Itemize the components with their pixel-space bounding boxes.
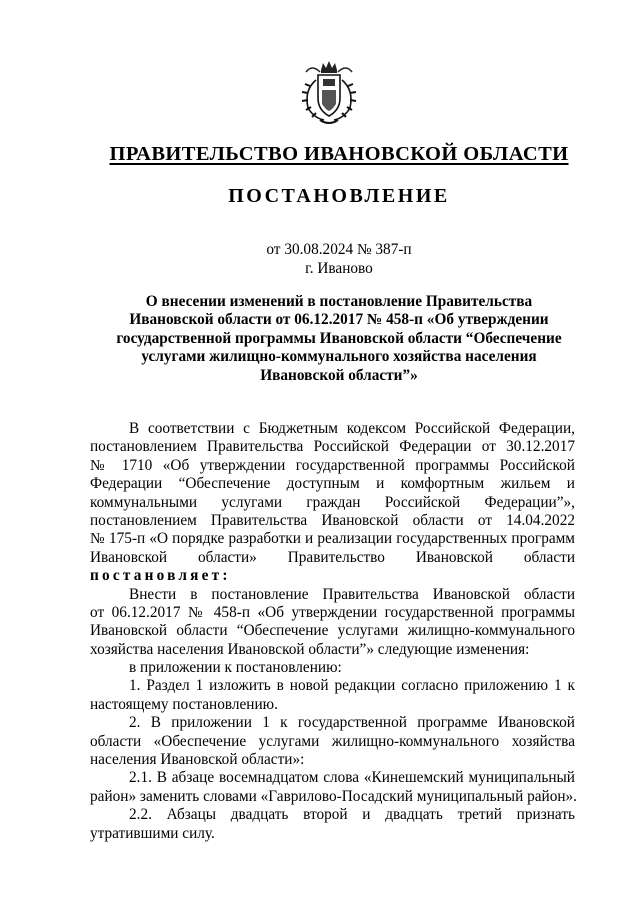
paragraph-item-2 (90, 714, 575, 769)
body-line: хозяйства населения Ивановской области”» следующие изменения: (90, 640, 530, 658)
subject-line: О внесении изменений в постановление Правительства (145, 293, 533, 310)
paragraph-item-2-2 (90, 806, 575, 843)
body-line: настоящему постановлению. (90, 695, 278, 713)
decree-word: постановляет (90, 567, 223, 585)
body-line: Внести в постановление Правительства Ивановской области (129, 585, 575, 603)
paragraph-item-2-1 (90, 769, 578, 806)
body-line: населения Ивановской области»: (90, 751, 305, 769)
body-line: Ивановской области “Обеспечение услугами жилищно-коммунального (90, 622, 575, 640)
document-date-number: от 30.08.2024 № 387-п (266, 241, 412, 258)
subject-line: Ивановской области от 06.12.2017 № 458-п «Об утверждении (129, 311, 549, 329)
document-subject (60, 293, 618, 385)
body-line: район» заменить словами «Гаврилово-Посадский муниципальный район». (90, 787, 578, 805)
coat-of-arms-icon (294, 60, 364, 126)
body-line: № 175-п «О порядке разработки и реализации государственных программ (90, 530, 575, 548)
body-line: от 06.12.2017 № 458-п «Об утверждении государственной программы (90, 603, 575, 621)
body-line: 1. Раздел 1 изложить в новой редакции согласно приложению 1 к (129, 677, 575, 695)
subject-line: услугами жилищно-коммунального хозяйства населения (141, 348, 537, 366)
body-line: 2.1. В абзаце восемнадцатом слова «Кинешемский муниципальный (129, 769, 575, 787)
body-line: в приложении к постановлению: (129, 659, 342, 677)
body-line: Ивановской области» Правительство Ивановской области (90, 548, 575, 566)
body-line: постановлением Правительства Российской Федерации от 30.12.2017 (90, 438, 575, 456)
body-line: № 1710 «Об утверждении государственной программы Российской (90, 456, 575, 474)
body-line: коммунальными услугами граждан Российской Федерации”», (90, 493, 575, 511)
body-line: 2. В приложении 1 к государственной программе Ивановской (129, 714, 575, 732)
government-title: ПРАВИТЕЛЬСТВО ИВАНОВСКОЙ ОБЛАСТИ (109, 143, 569, 165)
document-body (90, 420, 578, 843)
subject-line: государственной программы Ивановской области “Обеспечение (116, 329, 562, 347)
paragraph-preamble (90, 420, 575, 586)
paragraph-amend (90, 586, 575, 660)
subject-line: Ивановской области”» (260, 366, 418, 384)
document-city: г. Иваново (305, 260, 373, 277)
body-line: области «Обеспечение услугами жилищно-коммунального хозяйства (90, 732, 575, 750)
body-line: Федерации “Обеспечение доступным и комфортным жильем и (90, 475, 575, 493)
document-type: ПОСТАНОВЛЕНИЕ (228, 185, 450, 207)
decree-colon: : (222, 567, 228, 585)
decree-line (90, 567, 575, 585)
body-line: утратившими силу. (90, 824, 215, 842)
body-line: В соответствии с Бюджетным кодексом Российской Федерации, (129, 420, 575, 437)
body-line: 2.2. Абзацы двадцать второй и двадцать третий признать (129, 806, 575, 824)
body-line: постановлением Правительства Ивановской области от 14.04.2022 (90, 511, 575, 529)
paragraph-item-1 (90, 677, 575, 714)
